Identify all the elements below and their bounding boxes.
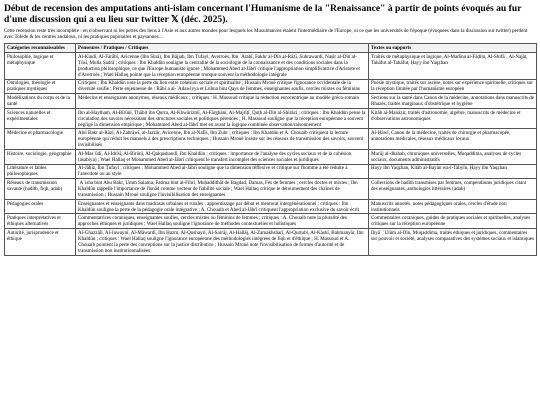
- row-texts: Poésie mystique, traités sur ascèse, notes sur expérience spirituelle, critiques sur la réception limitée par l'humanisme européen: [369, 79, 537, 94]
- row-category: Histoire, sociologie, géographie: [5, 149, 76, 164]
- row-category: Modélisations du corps et de la santé: [5, 94, 76, 109]
- row-thinkers: Ibn al-Haytham, Al-Bīrūnī, Thābit ibn Qurra, Al-Khwārizmī, Al-Fārghānī, Al-Majrīṭī, Quṭb al-Dīn al-Shīrāzī ; critiques : Ibn Khaldūn pense la circulation des savoirs nécessitant des structures sociales et politiques pérennes ; H. Massoud souligne que la réception européenne a souvent négligé la dimension empirique ; Mohammed Abed al-Jābrī met en avant la logique combinée observation/raisonnement: [76, 108, 369, 129]
- row-thinkers: Abū Bakr al-Rāzī, Al-Zahrāwī, al-Jazzār, Avicenne, Ibn al-Nafīs, Ibn Zuhr ; critiques : Ibn Khaldūn et A. Chouaib critiquent la lecture européenne qui réduit les manuels à des prescriptions techniques ; Hussain Mroué insiste sur les réseaux de transmission des savoirs, souvent invisibilisés: [76, 129, 369, 150]
- row-category: Littérature et fables philosophiques: [5, 164, 76, 179]
- row-thinkers: Al-Jāḥiẓ, Ibn Ṭufayl ; critiques : Mohammed Abed al-Jābrī souligne que la dimension réflexive et critique sur l'homme a été réduite à l'anecdote ou au style: [76, 164, 369, 179]
- row-thinkers: Al-Kindī, Al-Fārābī, Avicenne (Ibn Sīnā), Ibn Bājjah, Ibn Ṭufayl, Averroès, Ibn ʿArabī, Fakhr al-Dīn al-Rāzī, Suhrawardī, Naṣīr al-Dīn al-Ṭūsī, Mulla Ṣadrā ; critiques : Ibn Khaldūn souligne la centralité de la sociologie de la connaissance et des conditions sociales dans la production philosophique, ce que l'Europe humaniste ignore ; Mohammed Abed al-Jābrī critique l'appropriation simplificatrice d'Aristote et d'Averroès ; Wael Hallaq pointe que la réception européenne tronque souvent la méthodologie intégrale: [76, 53, 369, 80]
- table-row: [5, 129, 537, 150]
- intro-paragraph: Cette recension reste très incomplète : en n'observant ni les pertes des liens à l'Asie et aux autres mondes pour lesquels les Musulman/es étaient l'intermédiaire de l'Europe, ni ce que les universités de l'époque (évoquées dans la discussion sur twitter) perdent avec Tolède & les centres andalous, ni les pratiques populaires et paysannes…: [4, 28, 528, 41]
- row-category: Pédagogies orales: [5, 199, 76, 214]
- header-categories: Catégories reconnaissables: [5, 44, 76, 53]
- row-texts: Manuscrits annotés, notes pédagogiques orales, cercles d'étude non institutionnels: [369, 199, 537, 214]
- row-category: Pratiques interprétatives et éthiques alternatives: [5, 214, 76, 229]
- table-row: [5, 79, 537, 94]
- row-category: Réseaux de transmission savante (hadith, fiqh, adab): [5, 179, 76, 200]
- row-texts: Murūj al-dhahab, chroniques universelles, Muqaddima, analyses de cycles sociaux, documents administratifs: [369, 149, 537, 164]
- row-texts: Commentaires coraniques, guides de pratiques sociales et spirituelles, analyses critiques sur la réception européenne: [369, 214, 537, 229]
- table-row: [5, 228, 537, 255]
- row-category: Autorité, jurisprudence et éthique: [5, 228, 76, 255]
- table-row: [5, 94, 537, 109]
- row-texts: Traités de métaphysique et logique, Al-Madīna al-Fāḍila, Al-Shifāʾ, Al-Najāt, Tahāfut al-Tahāfut, Ḥayy ibn Yaqẓhan: [369, 53, 537, 80]
- row-category: Philosophie, logique et métaphysique: [5, 53, 76, 80]
- row-texts: Al-Ḥāwī, Canon de la médecine, traités de chirurgie et pharmacopée, annotations médicales, réseaux médicaux locaux: [369, 129, 537, 150]
- table-row: [5, 199, 537, 214]
- row-thinkers: ʿAʾisha bint Abu Bakr, Umm Salama, Fatima bint al-Fihri, Muḥaddithāt de Bagdad, Damas, Fès de femmes ; cercles doctes et mixtes ; Ibn Khaldūn rappelle l'importance de l'isnād comme vecteur de fiabilité sociale ; Wael Hallaq critique le détournement des chaînes de transmission ; Hussain Mroué souligne l'invisibilisation des enseignantes: [76, 179, 369, 200]
- table-row: [5, 108, 537, 129]
- row-thinkers: Al-Masʿūdī, Al-Idrīsī, Al-Bīrūnī, Al-Qalqashandī, Ibn Khaldūn ; critiques : importance de l'analyse des cycles sociaux et de la cohésion (asabiya) ; Wael Hallaq et Mohammed Abed al-Jābrī critiquent le transfert incomplet des sciences sociales et juridiques: [76, 149, 369, 164]
- row-texts: Ḥayy ibn Yaqẓhan, Kitāb al-Bayān wa-l-Tabyīn, Ḥayy ibn Yaqẓhan: [369, 164, 537, 179]
- row-texts: Sections sur la santé dans Canon de la médecine, annotations dans manuscrits de Rhazès, traités marginaux d'obstétrique et hygiène: [369, 94, 537, 109]
- row-category: Médecine et pharmacologie: [5, 129, 76, 150]
- row-thinkers: Médecins et enseignants anonymes, réseaux médicaux ; critiques : H. Massoud critique la réduction eurocentrique au modèle gréco-romain: [76, 94, 369, 109]
- table-row: [5, 149, 537, 164]
- row-thinkers: Al-Ghazzālī, Al-Juwaynī, Al-Māwardī, Ibn Ḥazm, Al-Qushayrī, Al-Sarrāj, Al-Hallāj, Al-Zamakhsharī, Al-Qurṭubī, Al-Kāshī, Bahmanyār, Ibn Khaldūn ; critiques : Wael Hallaq souligne l'ignorance européenne des méthodologies intégrées de fiqh et d'éthique ; H. Massoud et A. Chouaib pointent la perte des conceptions sur la justice distributive ; Hussain Mroué note l'invisibilisation de formes d'autorité et de transmission non institutionnalisées: [76, 228, 369, 255]
- row-category: Sciences naturelles et expérimentales: [5, 108, 76, 129]
- recension-table: [4, 43, 537, 255]
- table-row: [5, 53, 537, 80]
- row-thinkers: Critiques : Ibn Khaldūn note la perte du lien entre cohésion sociale et spiritualité ; Hussain Mroué critique l'ignorance occidentale de la diversité soufie ; Perte enjeunesse de : Rābiʿa al-ʿAdawiyya et Lubna bint Qays de femmes, enseignantes soufis, cercles mixtes ou féminins: [76, 79, 369, 94]
- table-row: [5, 164, 537, 179]
- document-title: Début de recension des amputations anti-islam concernant l'Humanisme de la "Renaissance" à partir de points évoqués au fur d'une discussion qui a eu lieu sur twitter 𝕏 (déc. 2025).: [4, 3, 522, 25]
- header-thinkers: Penseures / Pratiques / Critiques: [76, 44, 369, 53]
- row-category: Ontologies, théologie et pratiques mystiques: [5, 79, 76, 94]
- row-thinkers: Commentatrices coraniques, enseignantes soufies, cercles mixtes ou féminins de femmes ; critiques : A. Chouaib note la pluralité des approches éthiques et juridiques ; Wael Hallaq souligne l'ignorance de méthodes contextuelles et holistiques: [76, 214, 369, 229]
- table-row: [5, 179, 537, 200]
- table-header-row: [5, 44, 537, 53]
- table-row: [5, 214, 537, 229]
- row-texts: Kitāb al-Manāẓir, traités d'astronomie, algèbre, manuscrits de médecine et d'observations astronomiques: [369, 108, 537, 129]
- row-thinkers: Enseignantes et enseignants dans madrasas urbaines et rurales ; apprentissage par débat et mentorat intergénérationnel ; critiques : Ibn Khaldūn souligne la perte de la pédagogie orale intégrative ; A. Chouaib et Abed al-Jābrī critiquent l'appropriation exclusive du savoir écrit: [76, 199, 369, 214]
- row-texts: Iḥyāʾ ʿUlūm al-Dīn, Muqaddima, traités éthiques et juridiques, commentaires sur pouvoir et société, analyses comparatives des systèmes sociaux et islamiques: [369, 228, 537, 255]
- header-texts: Textes ou supports: [369, 44, 537, 53]
- row-texts: Collections de hadīth transmises par femmes, compendiums juridiques citant des enseignantes, anthologies littéraires (adab): [369, 179, 537, 200]
